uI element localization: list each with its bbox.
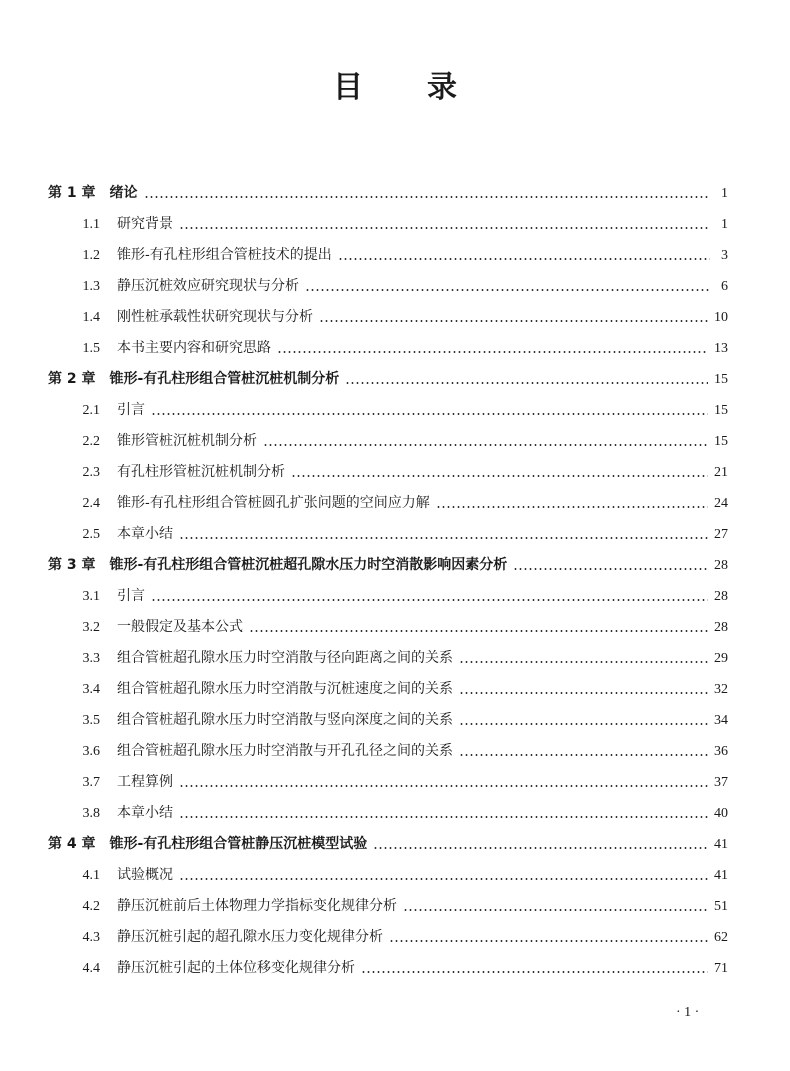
toc-dot-leader bbox=[513, 568, 708, 570]
toc-entry-title: 锥形-有孔柱形组合管桩沉桩机制分析 bbox=[109, 371, 340, 387]
toc-section-entry[interactable] bbox=[48, 736, 728, 767]
toc-section-entry[interactable] bbox=[48, 457, 728, 488]
toc-dot-leader bbox=[179, 537, 708, 539]
toc-section-entry[interactable] bbox=[48, 395, 728, 426]
toc-entry-number: 1.3 bbox=[82, 279, 100, 294]
toc-section-entry[interactable] bbox=[48, 767, 728, 798]
toc-entry-title: 组合管桩超孔隙水压力时空消散与开孔孔径之间的关系 bbox=[117, 743, 453, 759]
toc-entry-number: 3.8 bbox=[82, 806, 100, 821]
toc-section-entry[interactable] bbox=[48, 240, 728, 271]
toc-entry-number: 3.4 bbox=[82, 682, 100, 697]
toc-entry-page: 13 bbox=[714, 341, 728, 356]
toc-entry-page: 51 bbox=[714, 899, 728, 914]
toc-entry-number: 第 1 章 bbox=[48, 185, 96, 201]
toc-dot-leader bbox=[436, 506, 708, 508]
toc-entry-page: 41 bbox=[714, 868, 728, 883]
toc-entry-title: 研究背景 bbox=[117, 216, 173, 232]
toc-entry-title: 锥形-有孔柱形组合管桩技术的提出 bbox=[117, 247, 332, 263]
toc-dot-leader bbox=[179, 785, 708, 787]
toc-section-entry[interactable] bbox=[48, 612, 728, 643]
toc-entry-number: 4.1 bbox=[82, 868, 100, 883]
toc-entry-page: 34 bbox=[714, 713, 728, 728]
toc-entry-page: 40 bbox=[714, 806, 728, 821]
toc-entry-title: 绪论 bbox=[109, 185, 138, 201]
toc-section-entry[interactable] bbox=[48, 488, 728, 519]
toc-entry-title: 引言 bbox=[117, 588, 145, 604]
toc-dot-leader bbox=[459, 754, 708, 756]
toc-entry-page: 15 bbox=[714, 434, 728, 449]
toc-section-entry[interactable] bbox=[48, 643, 728, 674]
toc-entry-page: 28 bbox=[714, 589, 728, 604]
toc-entry-number: 2.2 bbox=[82, 434, 100, 449]
toc-section-entry[interactable] bbox=[48, 426, 728, 457]
toc-entry-title: 刚性桩承载性状研究现状与分析 bbox=[117, 309, 313, 325]
toc-section-entry[interactable] bbox=[48, 922, 728, 953]
toc-entry-title: 锥形-有孔柱形组合管桩沉桩超孔隙水压力时空消散影响因素分析 bbox=[109, 557, 508, 573]
toc-entry-page: 37 bbox=[714, 775, 728, 790]
toc-entry-number: 第 4 章 bbox=[48, 836, 96, 852]
toc-entry-title: 本章小结 bbox=[117, 805, 173, 821]
toc-entry-number: 3.6 bbox=[82, 744, 100, 759]
toc-dot-leader bbox=[373, 847, 708, 849]
toc-entry-number: 2.5 bbox=[82, 527, 100, 542]
toc-entry-number: 3.5 bbox=[82, 713, 100, 728]
toc-entry-title: 有孔柱形管桩沉桩机制分析 bbox=[117, 464, 285, 480]
toc-entry-title: 引言 bbox=[117, 402, 145, 418]
toc-section-entry[interactable] bbox=[48, 798, 728, 829]
toc-entry-number: 4.4 bbox=[82, 961, 100, 976]
toc-entry-number: 3.3 bbox=[82, 651, 100, 666]
toc-dot-leader bbox=[291, 475, 708, 477]
toc-entry-title: 锥形-有孔柱形组合管桩静压沉桩模型试验 bbox=[109, 836, 368, 852]
toc-entry-number: 3.2 bbox=[82, 620, 100, 635]
toc-section-entry[interactable] bbox=[48, 519, 728, 550]
toc-chapter-entry[interactable] bbox=[48, 829, 728, 860]
toc-entry-page: 28 bbox=[714, 620, 728, 635]
toc-entry-title: 试验概况 bbox=[117, 867, 173, 883]
toc-dot-leader bbox=[389, 940, 708, 942]
toc-dot-leader bbox=[305, 289, 710, 291]
toc-entry-page: 15 bbox=[714, 403, 728, 418]
toc-entry-page: 24 bbox=[714, 496, 728, 511]
toc-dot-leader bbox=[179, 878, 708, 880]
toc-entry-title: 锥形-有孔柱形组合管桩圆孔扩张问题的空间应力解 bbox=[117, 495, 430, 511]
toc-entry-page: 21 bbox=[714, 465, 728, 480]
toc-entry-title: 锥形管桩沉桩机制分析 bbox=[117, 433, 257, 449]
toc-entry-page: 3 bbox=[721, 248, 728, 263]
toc-entry-number: 1.4 bbox=[82, 310, 100, 325]
toc-entry-title: 工程算例 bbox=[117, 774, 173, 790]
toc-entry-number: 第 2 章 bbox=[48, 371, 96, 387]
toc-dot-leader bbox=[459, 661, 708, 663]
toc-entry-page: 28 bbox=[714, 558, 728, 573]
toc-section-entry[interactable] bbox=[48, 860, 728, 891]
toc-dot-leader bbox=[319, 320, 708, 322]
toc-section-entry[interactable] bbox=[48, 953, 728, 984]
toc-entry-number: 1.1 bbox=[82, 217, 100, 232]
toc-entry-page: 1 bbox=[721, 217, 728, 232]
toc-dot-leader bbox=[151, 413, 708, 415]
toc-section-entry[interactable] bbox=[48, 581, 728, 612]
toc-entry-number: 1.5 bbox=[82, 341, 100, 356]
toc-entry-number: 3.1 bbox=[82, 589, 100, 604]
toc-entry-page: 6 bbox=[721, 279, 728, 294]
toc-section-entry[interactable] bbox=[48, 333, 728, 364]
toc-dot-leader bbox=[403, 909, 708, 911]
toc-dot-leader bbox=[277, 351, 708, 353]
toc-entry-number: 2.3 bbox=[82, 465, 100, 480]
toc-entry-number: 第 3 章 bbox=[48, 557, 96, 573]
toc-entry-number: 2.4 bbox=[82, 496, 100, 511]
toc-entry-title: 组合管桩超孔隙水压力时空消散与径向距离之间的关系 bbox=[117, 650, 453, 666]
toc-entry-number: 2.1 bbox=[82, 403, 100, 418]
toc-section-entry[interactable] bbox=[48, 891, 728, 922]
toc-entry-page: 15 bbox=[714, 372, 728, 387]
toc-section-entry[interactable] bbox=[48, 302, 728, 333]
toc-entry-page: 36 bbox=[714, 744, 728, 759]
toc-entry-page: 41 bbox=[714, 837, 728, 852]
toc-dot-leader bbox=[144, 196, 711, 198]
toc-entry-title: 静压沉桩前后土体物理力学指标变化规律分析 bbox=[117, 898, 397, 914]
toc-dot-leader bbox=[249, 630, 708, 632]
toc-dot-leader bbox=[263, 444, 708, 446]
toc-entry-title: 静压沉桩引起的土体位移变化规律分析 bbox=[117, 960, 355, 976]
toc-entry-page: 62 bbox=[714, 930, 728, 945]
toc-entry-page: 10 bbox=[714, 310, 728, 325]
toc-entry-page: 71 bbox=[714, 961, 728, 976]
toc-entry-title: 本书主要内容和研究思路 bbox=[117, 340, 271, 356]
toc-dot-leader bbox=[345, 382, 708, 384]
toc-entry-title: 组合管桩超孔隙水压力时空消散与竖向深度之间的关系 bbox=[117, 712, 453, 728]
toc-entry-page: 27 bbox=[714, 527, 728, 542]
toc-entry-title: 本章小结 bbox=[117, 526, 173, 542]
toc-section-entry[interactable] bbox=[48, 209, 728, 240]
toc-section-entry[interactable] bbox=[48, 674, 728, 705]
page-number: · 1 · bbox=[676, 1005, 700, 1020]
page-title bbox=[0, 62, 790, 106]
toc-chapter-entry[interactable] bbox=[48, 364, 728, 395]
toc-dot-leader bbox=[151, 599, 708, 601]
toc-section-entry[interactable] bbox=[48, 271, 728, 302]
table-of-contents bbox=[48, 178, 728, 984]
toc-dot-leader bbox=[179, 816, 708, 818]
toc-entry-title: 静压沉桩效应研究现状与分析 bbox=[117, 278, 299, 294]
toc-section-entry[interactable] bbox=[48, 705, 728, 736]
toc-entry-page: 29 bbox=[714, 651, 728, 666]
page-title-char-2: 录 bbox=[427, 70, 457, 105]
toc-entry-page: 1 bbox=[721, 186, 728, 201]
toc-entry-number: 3.7 bbox=[82, 775, 100, 790]
toc-entry-number: 4.2 bbox=[82, 899, 100, 914]
toc-dot-leader bbox=[361, 971, 708, 973]
page-title-char-1: 目 bbox=[333, 70, 363, 105]
toc-dot-leader bbox=[179, 227, 710, 229]
toc-entry-number: 1.2 bbox=[82, 248, 100, 263]
toc-dot-leader bbox=[338, 258, 710, 260]
toc-chapter-entry[interactable] bbox=[48, 178, 728, 209]
toc-entry-page: 32 bbox=[714, 682, 728, 697]
toc-entry-title: 静压沉桩引起的超孔隙水压力变化规律分析 bbox=[117, 929, 383, 945]
toc-entry-number: 4.3 bbox=[82, 930, 100, 945]
toc-entry-title: 一般假定及基本公式 bbox=[117, 619, 243, 635]
toc-dot-leader bbox=[459, 723, 708, 725]
toc-chapter-entry[interactable] bbox=[48, 550, 728, 581]
toc-dot-leader bbox=[459, 692, 708, 694]
toc-entry-title: 组合管桩超孔隙水压力时空消散与沉桩速度之间的关系 bbox=[117, 681, 453, 697]
